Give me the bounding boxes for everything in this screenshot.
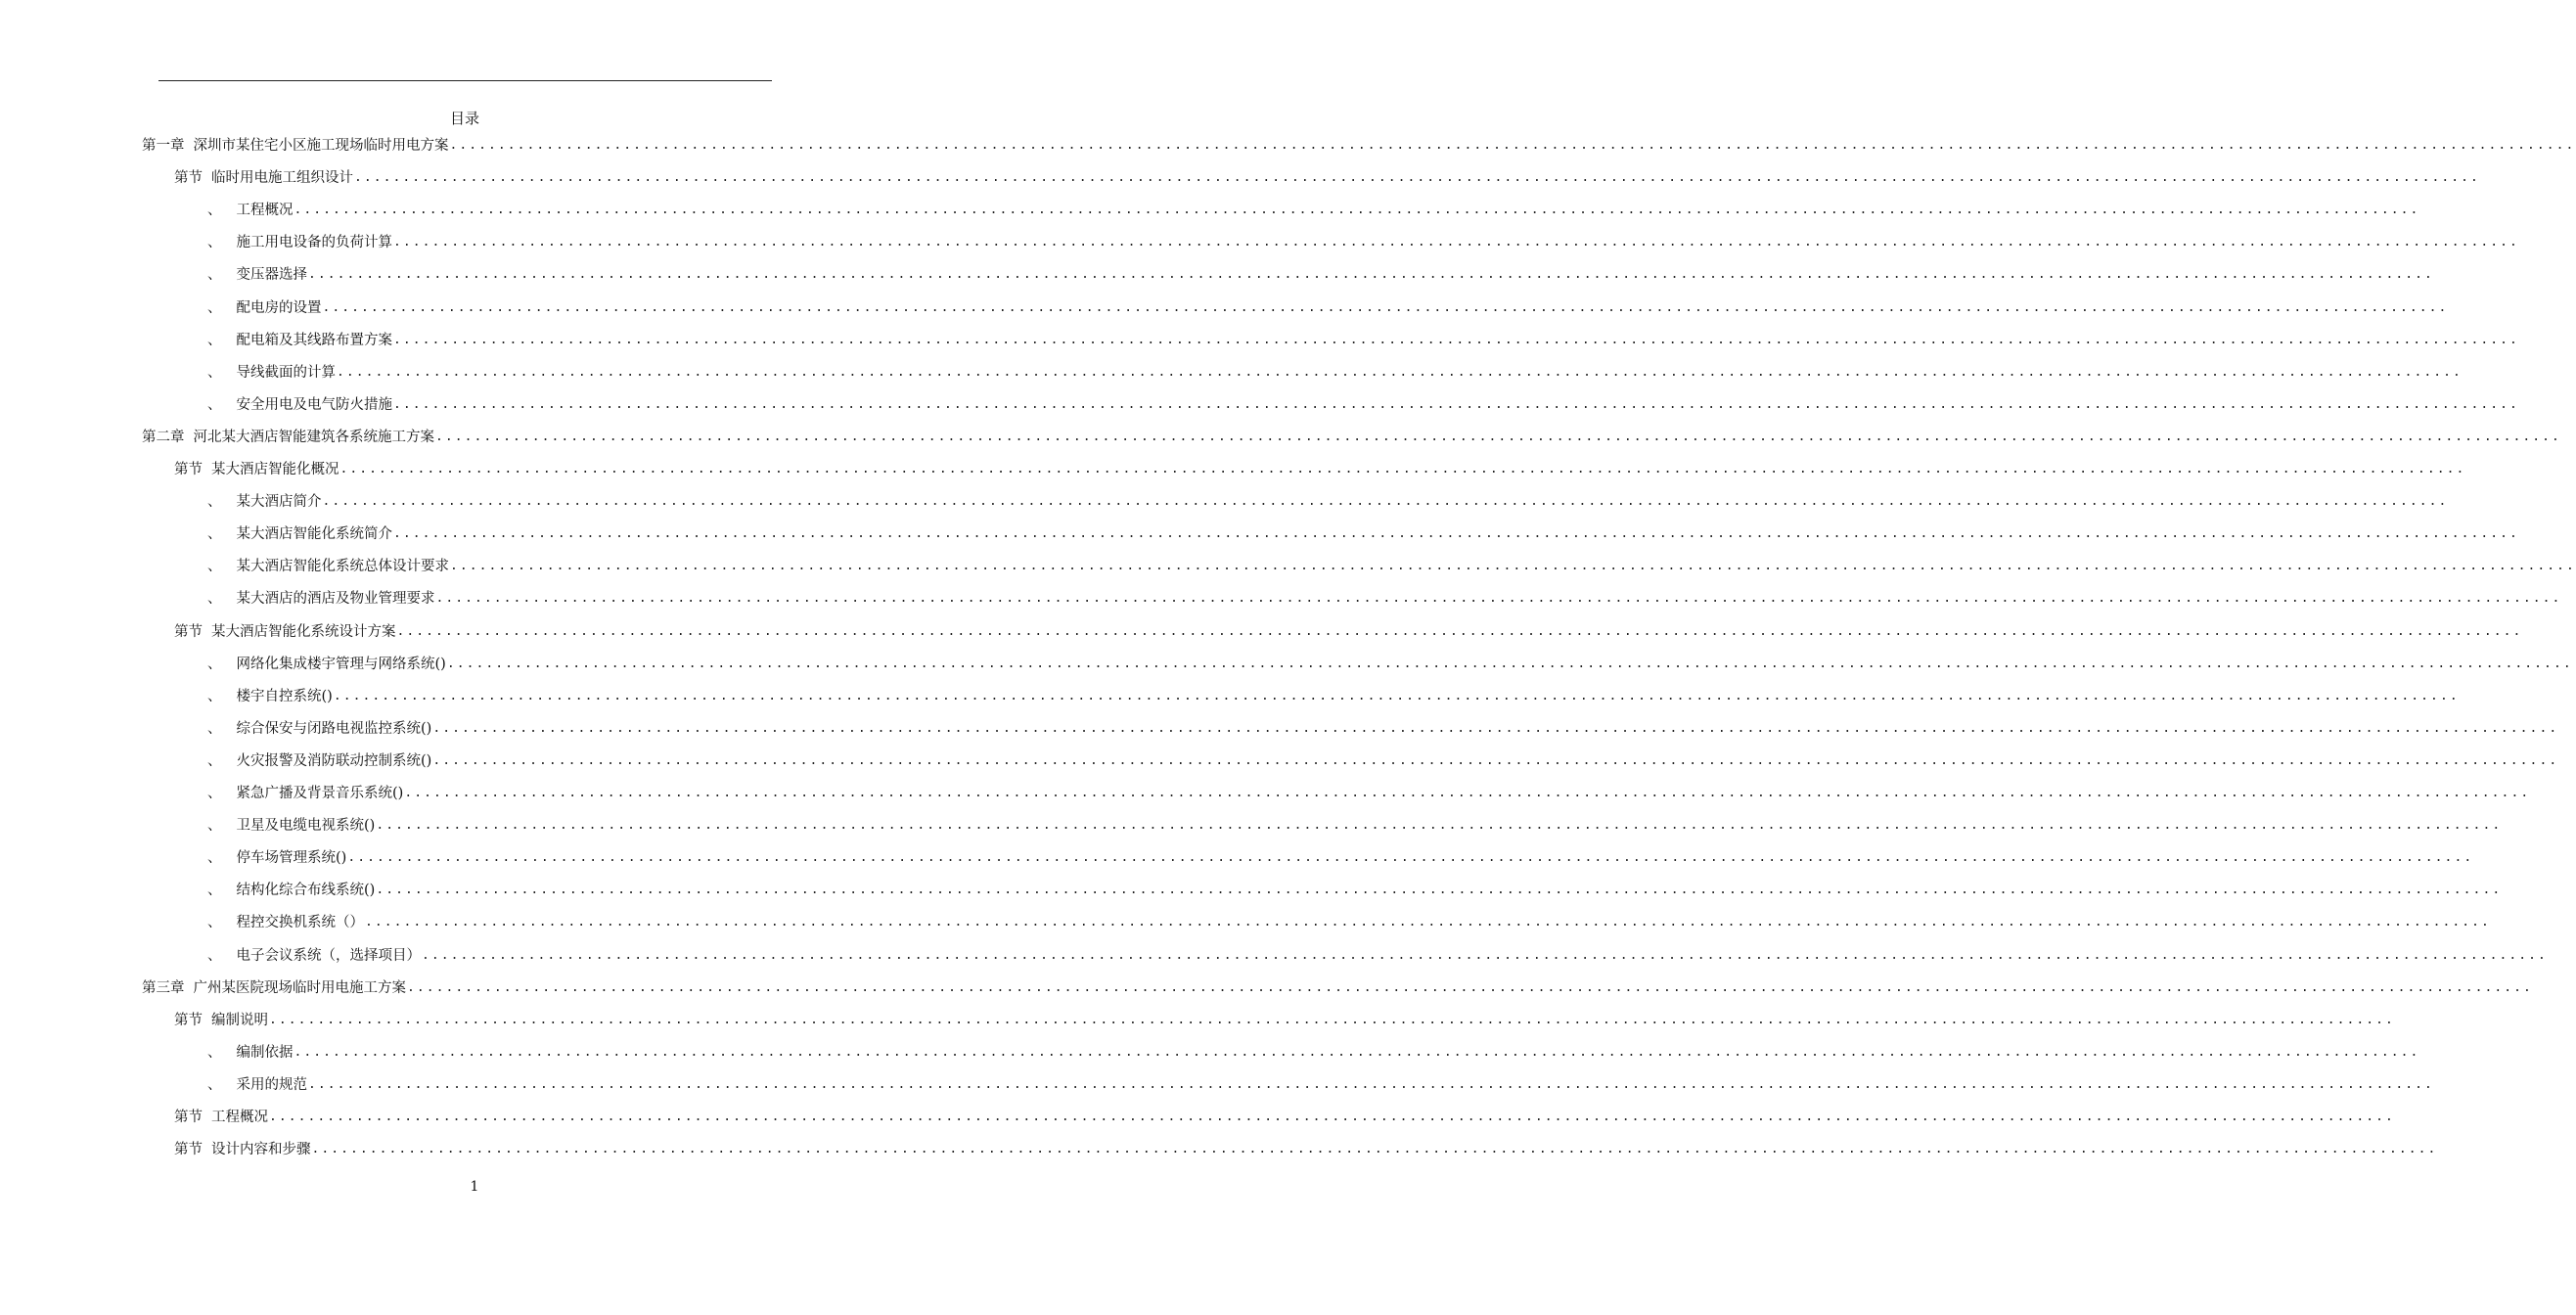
toc-dot-leader: ............................................................................................................................................................................................................................ (393, 235, 2519, 250)
toc-entry-label (207, 720, 431, 738)
toc-entry-level-3[interactable] (207, 1072, 2434, 1094)
toc-dot-leader: ............................................................................................................................................................................................................................ (354, 170, 2480, 186)
toc-entry-text: 电子会议系统（，选择项目） (236, 947, 421, 964)
toc-entry-label (174, 1141, 311, 1158)
toc-dot-leader: ............................................................................................................................................................................................................................ (308, 267, 2434, 283)
toc-entry-prefix: 、 (207, 883, 222, 899)
toc-entry-level-2[interactable] (174, 1105, 2395, 1126)
toc-entry-prefix: 第三章 (142, 979, 185, 996)
toc-dot-leader: ............................................................................................................................................................................................................................ (294, 203, 2420, 218)
toc-dot-leader: ............................................................................................................................................................................................................................ (446, 656, 2573, 671)
toc-entry-prefix: 、 (207, 591, 222, 608)
toc-entry-text: 深圳市某住宅小区施工现场临时用电方案 (193, 138, 449, 154)
toc-entry-level-3[interactable] (207, 521, 2519, 543)
toc-entry-label (207, 493, 322, 511)
toc-entry-level-2[interactable] (174, 165, 2480, 187)
toc-entry-level-3[interactable] (207, 230, 2519, 251)
toc-entry-text: 某大酒店智能化系统设计方案 (211, 623, 396, 640)
toc-entry-level-3[interactable] (207, 328, 2519, 349)
toc-dot-leader: ............................................................................................................................................................................................................................ (322, 299, 2449, 315)
toc-entry-level-3[interactable] (207, 392, 2519, 414)
toc-entry-label (174, 623, 396, 641)
toc-entry-label (207, 752, 431, 770)
page-number: 1 (470, 1179, 479, 1195)
toc-entry-text: 编制依据 (236, 1044, 294, 1061)
toc-entry-label (207, 590, 435, 608)
toc-entry-level-3[interactable] (207, 489, 2449, 511)
toc-entry-prefix: 第节 (174, 1142, 203, 1158)
toc-entry-text: 工程概况 (236, 203, 294, 219)
toc-dot-leader: ............................................................................................................................................................................................................................ (435, 591, 2562, 607)
toc-dot-leader: ............................................................................................................................................................................................................................ (365, 915, 2491, 930)
toc-entry-prefix: 第一章 (142, 138, 185, 154)
toc-entry-label (207, 914, 364, 931)
toc-entry-level-1[interactable] (142, 425, 2561, 446)
toc-entry-label (207, 1044, 294, 1062)
toc-entry-label (207, 947, 421, 965)
toc-entry-text: 安全用电及电气防火措施 (236, 396, 392, 413)
toc-entry-label (207, 202, 294, 219)
toc-entry-prefix: 第节 (174, 623, 203, 640)
toc-entry-level-3[interactable] (207, 586, 2562, 608)
toc-entry-text: 施工用电设备的负荷计算 (236, 235, 392, 251)
toc-entry-prefix: 、 (207, 559, 222, 575)
toc-entry-prefix: 、 (207, 720, 222, 737)
toc-dot-leader: ............................................................................................................................................................................................................................ (269, 1012, 2395, 1027)
toc-entry-level-2[interactable] (174, 1137, 2438, 1158)
toc-entry-level-3[interactable] (207, 1040, 2420, 1062)
toc-entry-prefix: 第二章 (142, 429, 185, 445)
toc-entry-level-3[interactable] (207, 845, 2474, 867)
toc-entry-label (207, 1076, 307, 1094)
toc-entry-level-1[interactable] (142, 133, 2576, 155)
toc-dot-leader: ............................................................................................................................................................................................................................ (294, 1044, 2420, 1060)
toc-entry-label (142, 429, 434, 446)
toc-dot-leader: ............................................................................................................................................................................................................................ (422, 947, 2548, 963)
toc-entry-label (207, 849, 346, 867)
toc-entry-text: 河北某大酒店智能建筑各系统施工方案 (193, 429, 434, 445)
toc-dot-leader: ............................................................................................................................................................................................................................ (376, 818, 2503, 834)
toc-entry-text: 变压器选择 (236, 267, 307, 284)
toc-dot-leader: ............................................................................................................................................................................................................................ (432, 720, 2559, 736)
toc-entry-label (174, 1012, 268, 1029)
toc-entry-label (207, 332, 392, 349)
toc-entry-text: 卫星及电缆电视系统() (236, 818, 376, 835)
toc-entry-text: 综合保安与闭路电视监控系统() (236, 720, 432, 737)
toc-dot-leader: ............................................................................................................................................................................................................................ (393, 526, 2519, 542)
toc-entry-level-3[interactable] (207, 716, 2559, 738)
toc-entry-text: 导线截面的计算 (236, 364, 336, 381)
toc-entry-label (207, 882, 375, 899)
toc-entry-prefix: 、 (207, 203, 222, 219)
toc-entry-prefix: 、 (207, 752, 222, 769)
toc-entry-prefix: 、 (207, 299, 222, 316)
toc-entry-label (174, 169, 353, 187)
toc-dot-leader: ............................................................................................................................................................................................................................ (308, 1076, 2434, 1092)
toc-entry-text: 采用的规范 (236, 1076, 307, 1093)
toc-entry-level-3[interactable] (207, 910, 2491, 931)
toc-entry-prefix: 第节 (174, 1110, 203, 1125)
toc-entry-label (207, 299, 322, 317)
toc-entry-prefix: 、 (207, 850, 222, 867)
toc-entry-label (207, 364, 336, 382)
toc-entry-label (142, 979, 406, 997)
toc-dot-leader: ............................................................................................................................................................................................................................ (347, 850, 2474, 866)
toc-entry-text: 程控交换机系统（） (236, 915, 364, 931)
toc-entry-text: 广州某医院现场临时用电施工方案 (193, 979, 406, 996)
toc-entry-prefix: 、 (207, 235, 222, 251)
toc-entry-level-3[interactable] (207, 198, 2420, 219)
toc-entry-label (207, 234, 392, 251)
toc-entry-label (207, 688, 333, 705)
toc-entry-level-3[interactable] (207, 943, 2548, 965)
toc-dot-leader: ............................................................................................................................................................................................................................ (407, 979, 2533, 995)
toc-entry-prefix: 第节 (174, 170, 203, 187)
toc-entry-level-2[interactable] (174, 1008, 2395, 1029)
toc-entry-level-3[interactable] (207, 813, 2503, 835)
top-rule (158, 80, 772, 81)
toc-dot-leader: ............................................................................................................................................................................................................................ (322, 494, 2449, 510)
toc-dot-leader: ............................................................................................................................................................................................................................ (396, 623, 2523, 639)
toc-entry-text: 网络化集成楼宇管理与网络系统() (236, 656, 446, 672)
toc-entry-prefix: 、 (207, 1076, 222, 1093)
toc-dot-leader: ............................................................................................................................................................................................................................ (393, 396, 2519, 412)
toc-dot-leader: ............................................................................................................................................................................................................................ (404, 786, 2531, 800)
toc-entry-prefix: 、 (207, 786, 222, 801)
toc-entry-text: 紧急广播及背景音乐系统() (236, 786, 404, 801)
toc-dot-leader: ............................................................................................................................................................................................................................ (339, 462, 2466, 476)
toc-entry-text: 楼宇自控系统() (236, 688, 333, 704)
toc-entry-text: 某大酒店智能化系统总体设计要求 (236, 559, 449, 575)
toc-entry-prefix: 、 (207, 947, 222, 964)
toc-entry-label (207, 656, 446, 673)
toc-entry-text: 某大酒店的酒店及物业管理要求 (236, 591, 435, 608)
toc-entry-text: 工程概况 (211, 1110, 268, 1125)
toc-entry-prefix: 、 (207, 332, 222, 348)
toc-entry-level-2[interactable] (174, 457, 2466, 478)
toc-entry-label (142, 137, 449, 155)
toc-entry-level-3[interactable] (207, 781, 2531, 802)
toc-entry-level-3[interactable] (207, 360, 2463, 382)
toc-entry-text: 某大酒店简介 (236, 494, 322, 511)
toc-entry-prefix: 、 (207, 656, 222, 672)
toc-entry-label (207, 785, 403, 802)
toc-dot-leader: ............................................................................................................................................................................................................................ (393, 332, 2519, 347)
toc-dot-leader: ............................................................................................................................................................................................................................ (269, 1110, 2395, 1124)
toc-entry-prefix: 、 (207, 915, 222, 931)
toc-dot-leader: ............................................................................................................................................................................................................................ (450, 559, 2576, 574)
toc-entry-text: 设计内容和步骤 (211, 1142, 311, 1158)
toc-entry-prefix: 、 (207, 688, 222, 704)
toc-entry-text: 某大酒店智能化系统简介 (236, 526, 392, 543)
toc-entry-label (207, 266, 307, 284)
toc-entry-level-3[interactable] (207, 878, 2503, 899)
toc-entry-level-3[interactable] (207, 684, 2460, 705)
toc-entry-label (207, 396, 392, 414)
toc-entry-label (174, 1109, 268, 1126)
toc-entry-level-3[interactable] (207, 262, 2434, 284)
toc-entry-level-3[interactable] (207, 652, 2573, 673)
toc-entry-label (207, 558, 449, 575)
toc-entry-text: 编制说明 (211, 1012, 268, 1028)
toc-dot-leader: ............................................................................................................................................................................................................................ (333, 688, 2460, 703)
toc-entry-text: 配电房的设置 (236, 299, 322, 316)
toc-entry-level-3[interactable] (207, 295, 2449, 317)
toc-entry-level-3[interactable] (207, 748, 2559, 770)
toc-entry-label (207, 525, 392, 543)
toc-entry-level-3[interactable] (207, 554, 2576, 575)
toc-entry-text: 停车场管理系统() (236, 850, 347, 867)
toc-entry-text: 临时用电施工组织设计 (211, 170, 353, 187)
toc-entry-level-2[interactable] (174, 619, 2523, 641)
toc-entry-prefix: 第节 (174, 1012, 203, 1028)
toc-entry-text: 结构化综合布线系统() (236, 883, 376, 899)
toc-entry-prefix: 、 (207, 526, 222, 543)
toc-entry-text: 某大酒店智能化概况 (211, 462, 339, 477)
toc-dot-leader: ............................................................................................................................................................................................................................ (432, 752, 2559, 768)
toc-dot-leader: ............................................................................................................................................................................................................................ (311, 1142, 2438, 1157)
toc-dot-leader: ............................................................................................................................................................................................................................ (376, 883, 2503, 898)
toc-entry-prefix: 、 (207, 1044, 222, 1061)
toc-dot-leader: ............................................................................................................................................................................................................................ (435, 429, 2561, 444)
toc-entry-text: 火灾报警及消防联动控制系统() (236, 752, 432, 769)
toc-entry-prefix: 、 (207, 818, 222, 835)
toc-entry-prefix: 、 (207, 364, 222, 381)
toc-entry-text: 配电箱及其线路布置方案 (236, 332, 392, 348)
toc-dot-leader: ............................................................................................................................................................................................................................ (337, 364, 2463, 380)
toc-entry-level-1[interactable] (142, 975, 2533, 997)
toc-entry-prefix: 、 (207, 396, 222, 413)
toc-entry-label (174, 461, 339, 478)
toc-dot-leader: ............................................................................................................................................................................................................................ (449, 138, 2576, 153)
toc-entry-prefix: 第节 (174, 462, 203, 477)
toc-entry-label (207, 817, 375, 835)
toc-title: 目录 (449, 110, 479, 127)
toc-entry-prefix: 、 (207, 267, 222, 284)
toc-entry-prefix: 、 (207, 494, 222, 511)
